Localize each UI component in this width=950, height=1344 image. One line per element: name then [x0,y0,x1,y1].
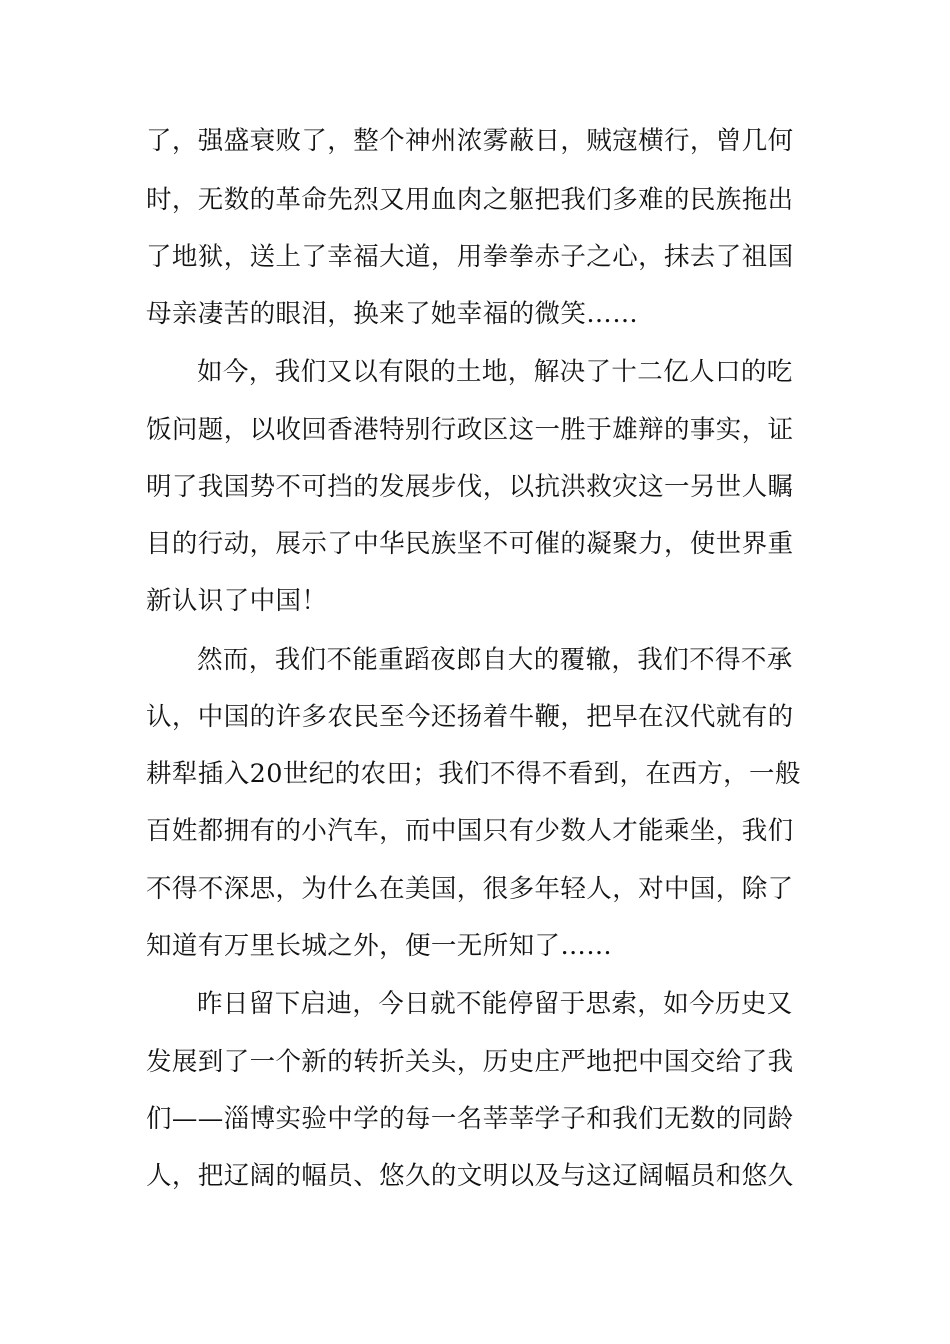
text-line: 明了我国势不可挡的发展步伐，以抗洪救灾这一另世人瞩 [146,472,794,502]
text-line: 目的行动，展示了中华民族坚不可催的凝聚力，使世界重 [146,529,794,559]
text-line: 耕犁插入20世纪的农田；我们不得不看到，在西方，一般 [146,759,801,789]
text-line: 时，无数的革命先烈又用血肉之躯把我们多难的民族拖出 [146,185,794,215]
text-line: 不得不深思，为什么在美国，很多年轻人，对中国，除了 [146,874,794,904]
paragraph-first-line: 昨日留下启迪，今日就不能停留于思索，如今历史又 [197,989,793,1019]
text-line: 发展到了一个新的转折关头，历史庄严地把中国交给了我 [146,1047,794,1077]
text-line: 人，把辽阔的幅员、悠久的文明以及与这辽阔幅员和悠久 [146,1161,794,1191]
text-line: 认，中国的许多农民至今还扬着牛鞭，把早在汉代就有的 [146,702,794,732]
text-line: 了，强盛衰败了，整个神州浓雾蔽日，贼寇横行，曾几何 [146,126,794,156]
text-line: 饭问题，以收回香港特别行政区这一胜于雄辩的事实，证 [146,415,794,445]
text-line: 知道有万里长城之外，便一无所知了…… [146,931,613,961]
text-line: 母亲凄苦的眼泪，换来了她幸福的微笑…… [146,299,639,329]
text-line: 百姓都拥有的小汽车，而中国只有少数人才能乘坐，我们 [146,816,794,846]
text-line: 了地狱，送上了幸福大道，用拳拳赤子之心，抹去了祖国 [146,242,794,272]
text-line: 们——淄博实验中学的每一名莘莘学子和我们无数的同龄 [146,1104,794,1134]
paragraph-first-line: 然而，我们不能重蹈夜郎自大的覆辙，我们不得不承 [197,645,793,675]
text-line: 新认识了中国！ [146,586,328,616]
paragraph-first-line: 如今，我们又以有限的土地，解决了十二亿人口的吃 [197,357,793,387]
